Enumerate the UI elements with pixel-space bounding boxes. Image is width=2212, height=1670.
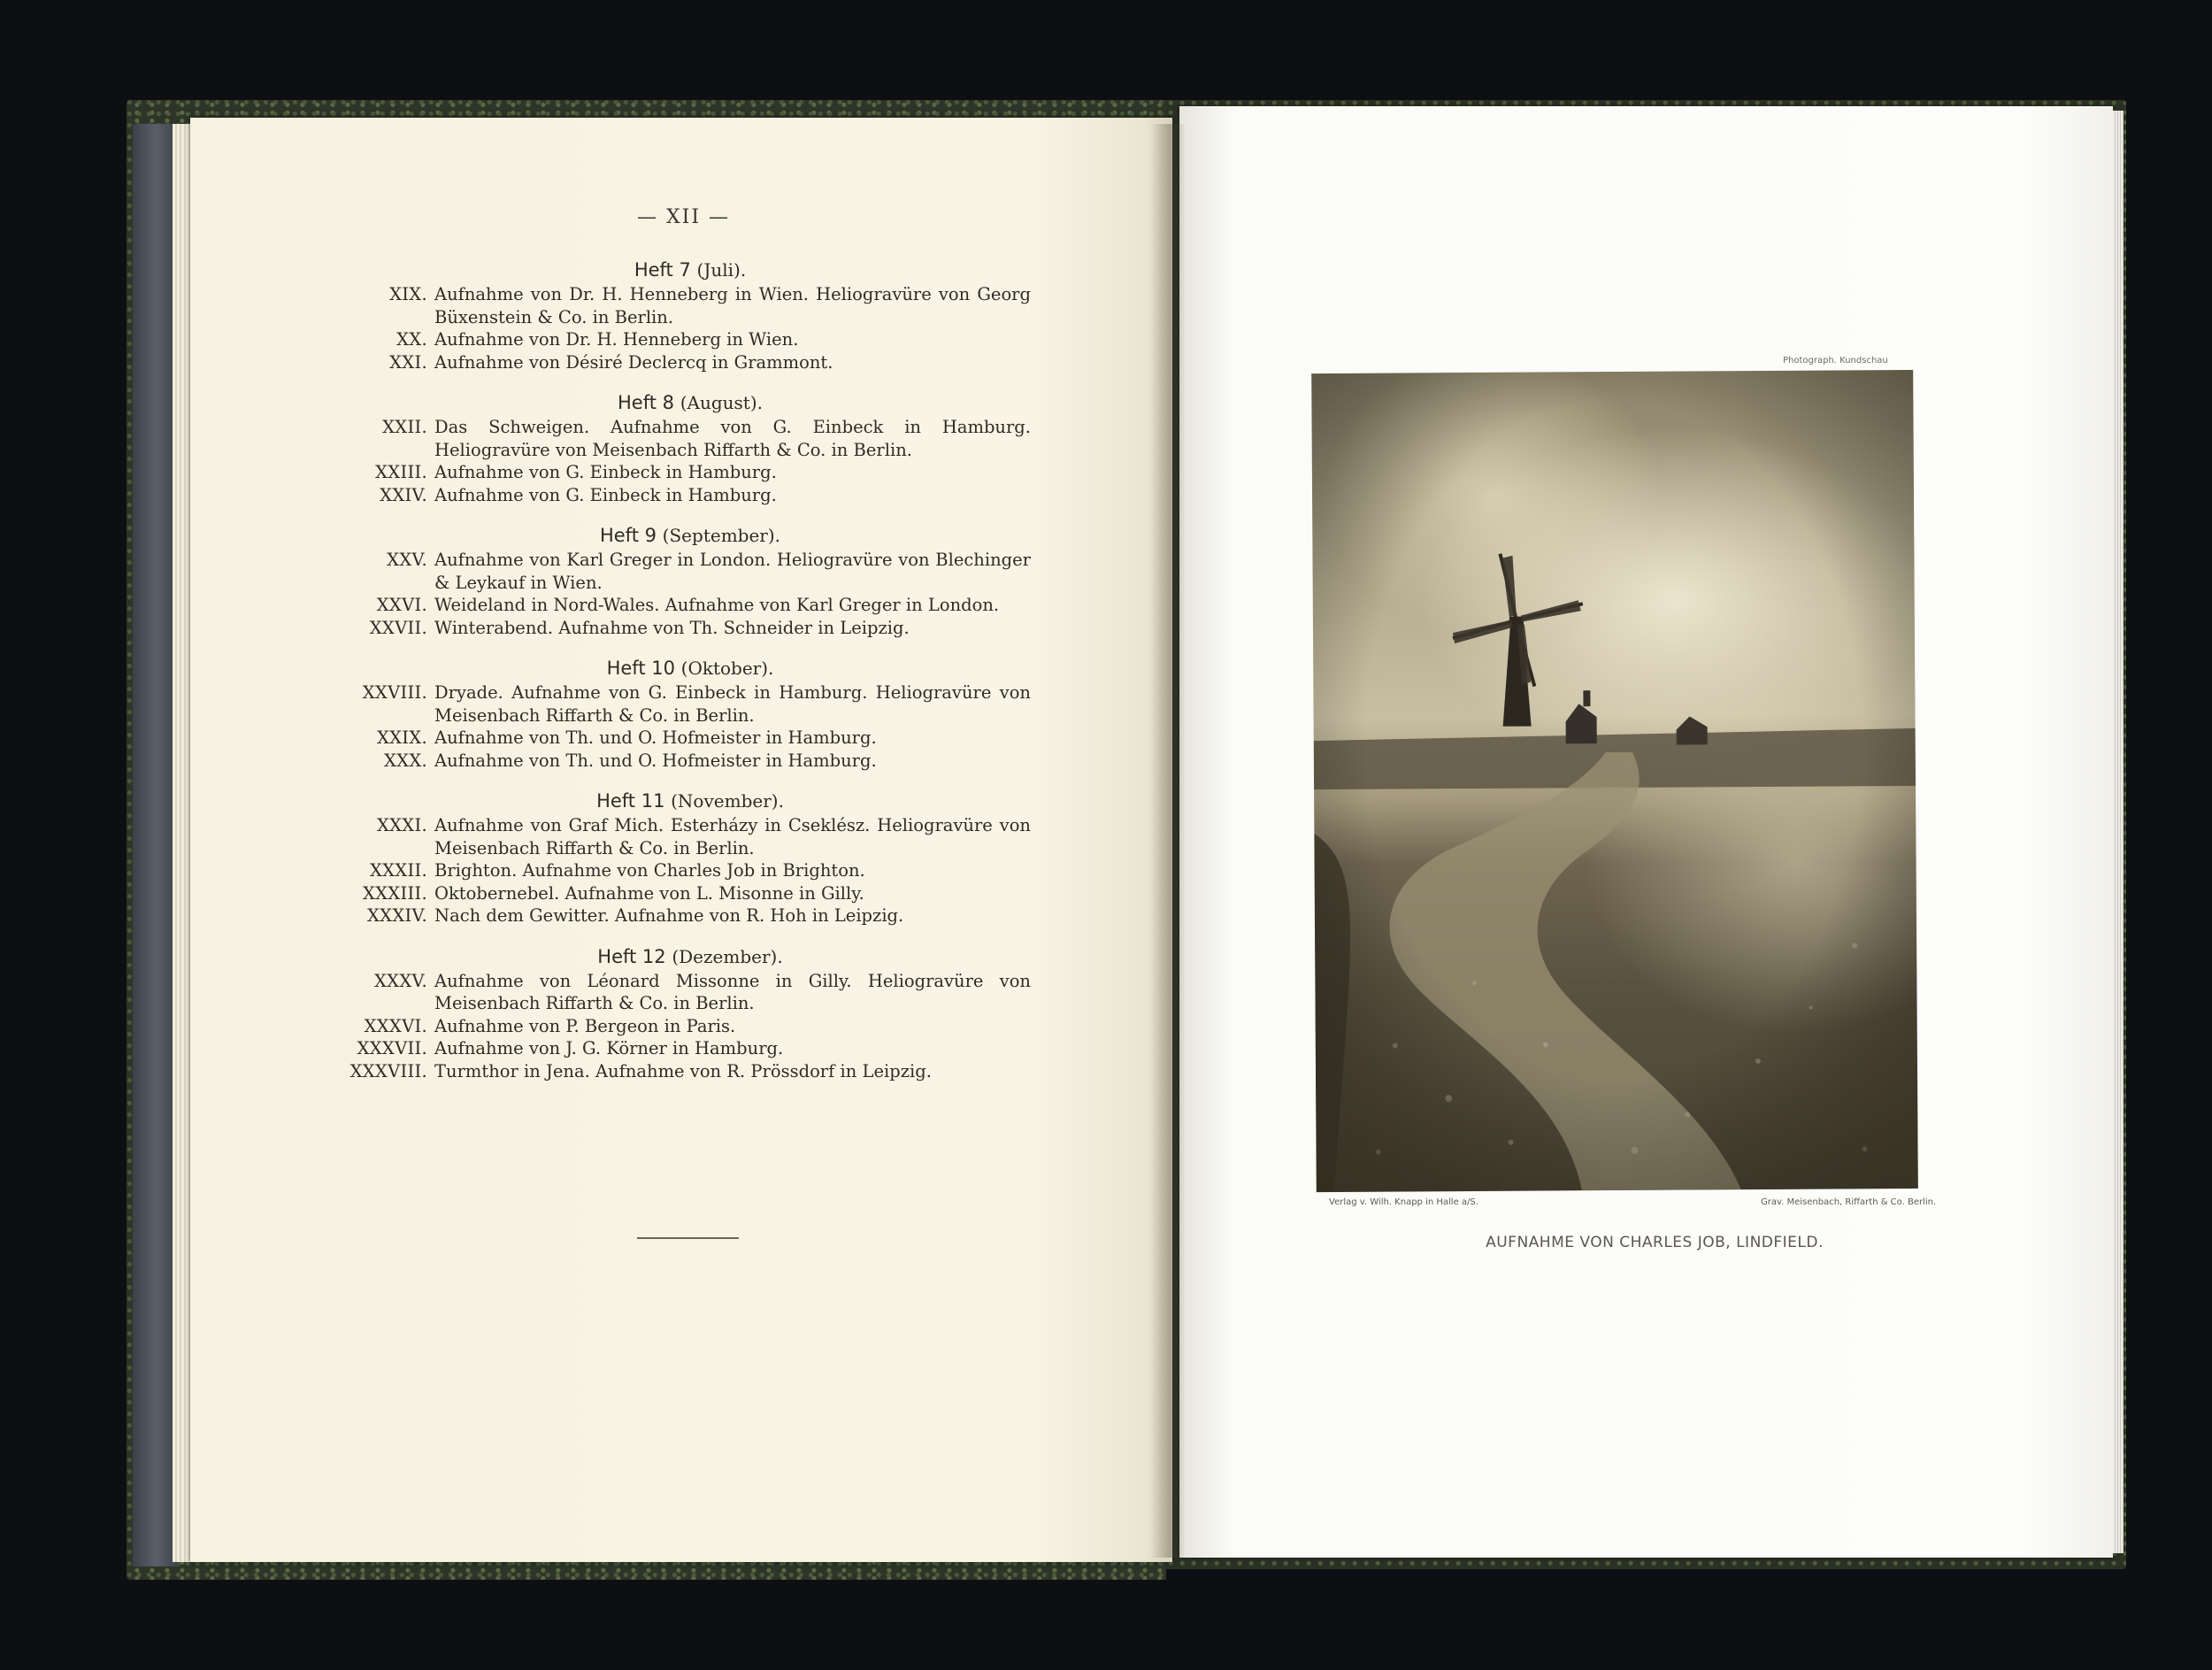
plate-description: Aufnahme von J. G. Körner in Hamburg. [434, 1038, 784, 1058]
plate-number: XXII. [382, 417, 427, 437]
toc-entry [349, 617, 1031, 640]
plate-number: XIX. [389, 284, 427, 304]
heft-month: (September). [662, 525, 781, 546]
toc-entry [349, 814, 1031, 859]
plate-description: Das Schweigen. Aufnahme von G. Einbeck in Hamburg. Heliogravüre von Meisenbach Riffarth & Co. in Berlin. [434, 417, 1031, 460]
right-page-edge [2113, 111, 2124, 1553]
toc-entry [349, 283, 1031, 328]
toc-entry [349, 461, 1031, 484]
toc-entry [349, 970, 1031, 1015]
toc-entry [349, 727, 1031, 750]
toc-entry [349, 416, 1031, 461]
plate-number: XXVI. [376, 595, 427, 615]
book-gutter [1150, 124, 1186, 1558]
plate-description: Aufnahme von Léonard Missonne in Gilly. Heliogravüre von Meisenbach Riffarth & Co. in Berlin. [434, 970, 1031, 1013]
toc-entry [349, 859, 1031, 882]
plate-credit-publisher: Verlag v. Wilh. Knapp in Halle a/S. [1329, 1197, 1479, 1207]
plate-number: XXIX. [376, 727, 427, 748]
page-folio: — XII — [636, 206, 731, 228]
plate-number: XX. [396, 329, 427, 350]
heft-label: Heft 11 [596, 790, 665, 812]
toc-entry [349, 484, 1031, 507]
plate-description: Dryade. Aufnahme von G. Einbeck in Hamburg. Heliogravüre von Meisenbach Riffarth & Co. in Berlin. [434, 682, 1031, 726]
plate-description: Oktobernebel. Aufnahme von L. Misonne in Gilly. [434, 882, 864, 904]
toc-entry [349, 750, 1031, 773]
windmill-landscape-image [1311, 370, 1918, 1192]
section-heading [349, 257, 1031, 283]
plate-description: Aufnahme von Th. und O. Hofmeister in Hamburg. [434, 727, 877, 748]
section-heading [349, 943, 1031, 970]
section-heft-9 [349, 522, 1031, 639]
plate-number: XXV. [387, 550, 427, 570]
heft-label: Heft 9 [599, 525, 657, 546]
section-heading [349, 788, 1031, 814]
plate-description: Aufnahme von Karl Greger in London. Heliogravüre von Blechinger & Leykauf in Wien. [434, 550, 1031, 593]
toc-entry [349, 681, 1031, 727]
section-heading [349, 655, 1031, 681]
plate-number: XXIV. [380, 484, 427, 505]
plate-credit-top: Photograph. Kundschau [1783, 356, 1888, 366]
heft-label: Heft 10 [606, 658, 675, 679]
heft-month: (Dezember). [672, 945, 783, 967]
plate-description: Aufnahme von G. Einbeck in Hamburg. [434, 462, 777, 482]
table-of-contents [349, 257, 1031, 1082]
plate-number: XXXIV. [366, 905, 427, 926]
heft-month: (Oktober). [680, 658, 774, 679]
toc-entry [349, 351, 1031, 374]
plate-number: XXXIII. [362, 882, 427, 904]
plate-number: XXXI. [376, 815, 427, 835]
toc-entry [349, 328, 1031, 351]
plate-number: XXI. [389, 351, 427, 373]
plate-description: Weideland in Nord-Wales. Aufnahme von Karl Greger in London. [434, 595, 1000, 615]
plate-description: Aufnahme von Th. und O. Hofmeister in Hamburg. [434, 750, 877, 771]
toc-entry [349, 904, 1031, 927]
plate-description: Winterabend. Aufnahme von Th. Schneider in Leipzig. [434, 617, 910, 638]
plate-description: Aufnahme von Dr. H. Henneberg in Wien. [434, 329, 799, 350]
plate-number: XXXVI. [364, 1015, 427, 1036]
plate-number: XXXV. [373, 970, 427, 991]
section-heading [349, 522, 1031, 549]
toc-entry [349, 1037, 1031, 1060]
heft-label: Heft 12 [597, 945, 666, 967]
toc-entry [349, 882, 1031, 905]
section-heft-11 [349, 788, 1031, 927]
plate-description: Aufnahme von Désiré Declercq in Grammont. [434, 351, 833, 373]
plate-number: XXXVIII. [349, 1060, 427, 1081]
plate-description: Aufnahme von Dr. H. Henneberg in Wien. Heliogravüre von Georg Büxenstein & Co. in Berlin. [434, 284, 1031, 327]
plate-description: Aufnahme von P. Bergeon in Paris. [434, 1015, 736, 1036]
section-heft-10 [349, 655, 1031, 772]
toc-entry [349, 549, 1031, 594]
heft-label: Heft 8 [618, 392, 675, 413]
plate-number: XXXII. [369, 860, 427, 881]
section-heft-8 [349, 389, 1031, 506]
toc-entry [349, 594, 1031, 617]
plate-number: XXVIII. [362, 682, 427, 703]
section-heft-12 [349, 943, 1031, 1083]
plate-description: Nach dem Gewitter. Aufnahme von R. Hoh in Leipzig. [434, 905, 904, 926]
plate-number: XXVII. [369, 617, 427, 638]
plate-caption: AUFNAHME VON CHARLES JOB, LINDFIELD. [1486, 1234, 1824, 1251]
plate-description: Aufnahme von G. Einbeck in Hamburg. [434, 484, 777, 505]
plate-number: XXIII. [375, 462, 427, 482]
heft-label: Heft 7 [634, 259, 691, 281]
closing-rule [637, 1237, 739, 1239]
heft-month: (Juli). [696, 259, 747, 281]
plate-credit-engraver: Grav. Meisenbach, Riffarth & Co. Berlin. [1761, 1197, 1937, 1207]
plate-number: XXX. [383, 750, 427, 771]
heft-month: (August). [680, 392, 763, 413]
toc-entry [349, 1015, 1031, 1038]
plate-description: Turmthor in Jena. Aufnahme von R. Prössdorf in Leipzig. [434, 1060, 932, 1081]
heft-month: (November). [671, 790, 784, 812]
toc-entry [349, 1060, 1031, 1083]
plate-description: Brighton. Aufnahme von Charles Job in Brighton. [434, 860, 865, 881]
windmill-photograph [1311, 370, 1918, 1192]
section-heft-7 [349, 257, 1031, 373]
section-heading [349, 389, 1031, 416]
plate-description: Aufnahme von Graf Mich. Esterházy in Cseklész. Heliogravüre von Meisenbach Riffarth & Co. in Berlin. [434, 815, 1031, 858]
plate-number: XXXVII. [357, 1038, 427, 1058]
